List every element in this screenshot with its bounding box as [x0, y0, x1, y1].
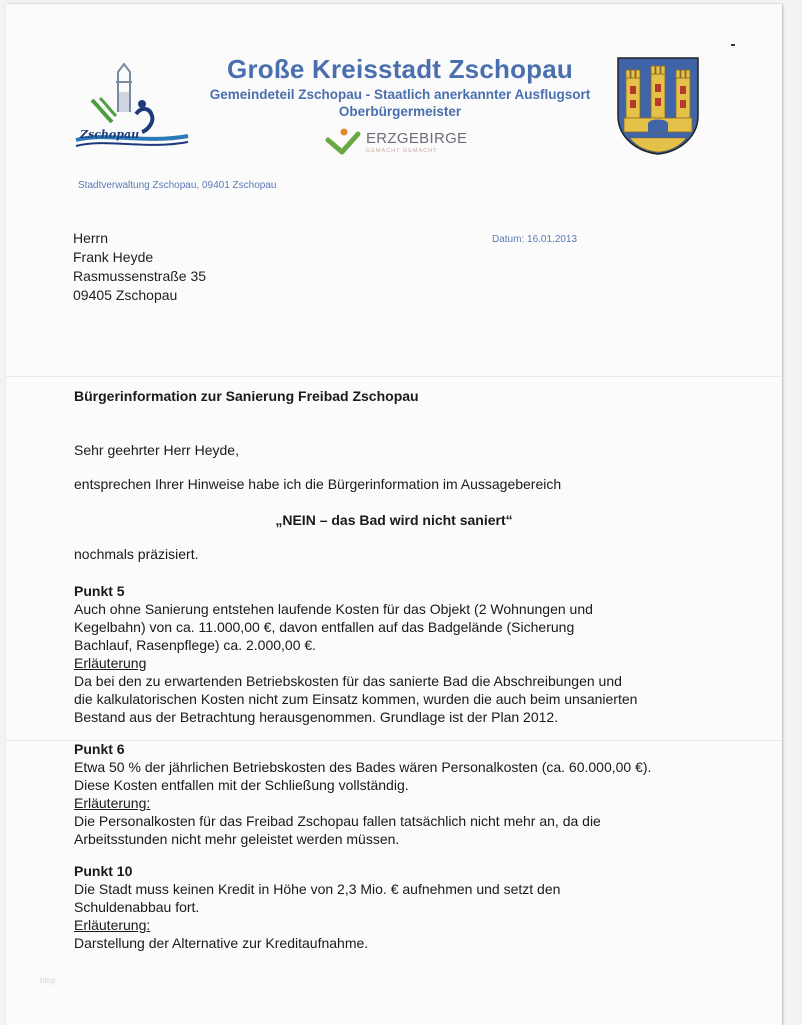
intro-text: entsprechen Ihrer Hinweise habe ich die Bürgerinformation im Aussagebereich: [74, 476, 562, 492]
point-line: Schuldenabbau fort.: [74, 899, 200, 915]
recipient-line: Frank Heyde: [73, 249, 154, 265]
note-label: Erläuterung:: [74, 917, 151, 933]
point-line: Kegelbahn) von ca. 11.000,00 €, davon entfallen auf das Badgelände (Sicherung: [74, 619, 575, 635]
point-line: Etwa 50 % der jährlichen Betriebskosten des Bades wären Personalkosten (ca. 60.000,00 €).: [74, 759, 652, 775]
header-subtitle-line1: Gemeindeteil Zschopau - Staatlich anerkannter Ausflugsort: [209, 87, 591, 102]
recipient-address: [73, 229, 206, 305]
point-heading: Punkt 10: [74, 863, 133, 879]
point-section: [74, 740, 714, 848]
note-line: Da bei den zu erwartenden Betriebskosten für das sanierte Bad die Abschreibungen und: [74, 673, 622, 689]
city-crest-icon: [616, 56, 700, 156]
point-section: [74, 862, 714, 952]
erzgebirge-tagline: GEMACHT GEMACHT: [366, 148, 438, 154]
zschopau-town-logo-icon: [66, 52, 196, 152]
erzgebirge-wordmark: ERZGEBIRGE: [366, 130, 468, 147]
point-heading: Punkt 6: [74, 741, 125, 757]
point-heading: Punkt 5: [74, 583, 125, 599]
point-line: Die Stadt muss keinen Kredit in Höhe von 2,3 Mio. € aufnehmen und setzt den: [74, 881, 561, 897]
point-line: Diese Kosten entfallen mit der Schließung vollständig.: [74, 777, 409, 793]
note-line: Arbeitsstunden nicht mehr geleistet werden müssen.: [74, 831, 400, 847]
note-line: Die Personalkosten für das Freibad Zschopau fallen tatsächlich nicht mehr an, da die: [74, 813, 601, 829]
note-label: Erläuterung: [74, 655, 147, 671]
letter-date: Datum: 16.01.2013: [492, 234, 578, 245]
note-line: Bestand aus der Betrachtung herausgenommen. Grundlage ist der Plan 2012.: [74, 709, 559, 725]
intro-end-text: nochmals präzisiert.: [74, 546, 199, 562]
note-line: die kalkulatorischen Kosten nicht zum Einsatz kommen, wurden die auch beim unsanierten: [74, 691, 638, 707]
recipient-line: Rasmussenstraße 35: [73, 268, 207, 284]
note-line: Darstellung der Alternative zur Kreditaufnahme.: [74, 935, 369, 951]
point-line: Auch ohne Sanierung entstehen laufende Kosten für das Objekt (2 Wohnungen und: [74, 601, 593, 617]
town-logo-label: Zschopau: [80, 128, 140, 141]
watermark: blog: [40, 976, 56, 985]
point-line: Bachlauf, Rasenpflege) ca. 2.000,00 €.: [74, 637, 317, 653]
note-label: Erläuterung:: [74, 795, 151, 811]
header-title: Große Kreisstadt Zschopau: [227, 54, 573, 84]
point-section: [74, 582, 714, 726]
letter-subject: Bürgerinformation zur Sanierung Freibad Zschopau: [74, 388, 419, 404]
quote-text: „NEIN – das Bad wird nicht saniert“: [275, 512, 513, 528]
recipient-line: Herrn: [73, 230, 109, 246]
ink-mark: [731, 44, 735, 46]
salutation: Sehr geehrter Herr Heyde,: [74, 442, 239, 458]
header-subtitle: [180, 86, 620, 120]
header-subtitle-line2: Oberbürgermeister: [338, 104, 462, 119]
recipient-line: 09405 Zschopau: [73, 287, 178, 303]
sender-line: Stadtverwaltung Zschopau, 09401 Zschopau: [78, 180, 277, 191]
fold-line: [6, 376, 782, 377]
